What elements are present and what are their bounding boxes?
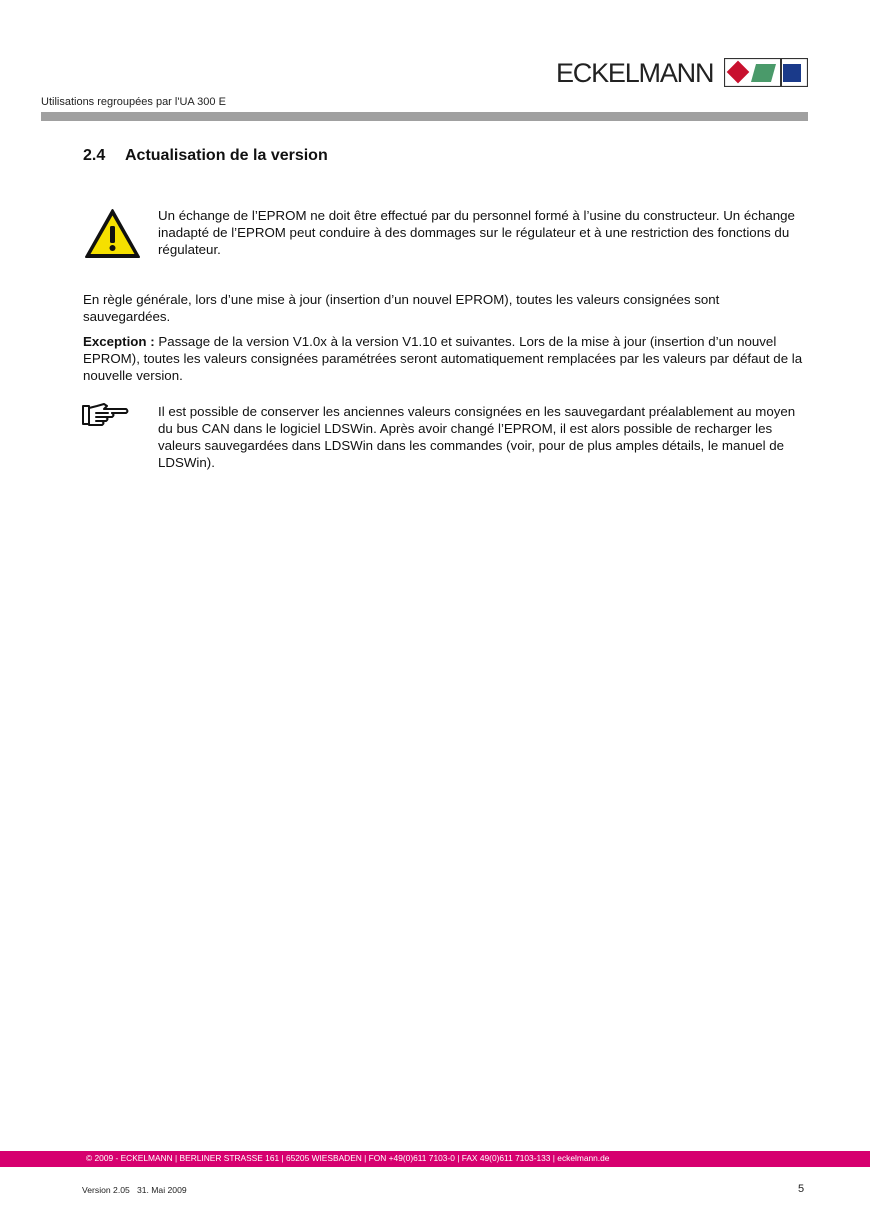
body-paragraph: En règle générale, lors d’une mise à jour (insertion d’un nouvel EPROM), toutes les valeurs consignées sont sauvegardées.: [83, 292, 720, 324]
company-logo-icon: [724, 58, 808, 87]
warning-text: Un échange de l’EPROM ne doit être effectué par du personnel formé à l’usine du constructeur. Un échange inadapté de l’EPROM peut conduire à des dommages sur le régulateur et à une restriction des fonctions du régulateur.: [158, 208, 795, 257]
section-number: 2.4: [83, 147, 106, 164]
header-divider-bar: [41, 112, 808, 121]
company-logo-text: ECKELMANN: [556, 58, 714, 88]
section-title-text: Actualisation de la version: [125, 147, 328, 164]
pointing-hand-icon: [82, 402, 130, 430]
running-head: Utilisations regroupées par l'UA 300 E: [41, 96, 226, 108]
exception-label: Exception :: [83, 334, 155, 349]
page-number: 5: [798, 1183, 805, 1195]
logo-blue-square: [783, 64, 801, 82]
footer-contact-text: © 2009 - ECKELMANN | BERLINER STRASSE 161 | 65205 WIESBADEN | FON +49(0)611 7103-0 | FAX 49(0)611 7103-133 | eckelmann.de: [86, 1153, 610, 1163]
exception-text: Passage de la version V1.0x à la version V1.10 et suivantes. Lors de la mise à jour (insertion d’un nouvel EPROM), toutes les valeurs consignées paramétrées seront automatiquement remplacées par les valeurs par défaut de la nouvelle version.: [83, 334, 803, 383]
version-info: Version 2.05 31. Mai 2009: [82, 1185, 187, 1195]
note-text: Il est possible de conserver les anciennes valeurs consignées en les sauvegardant préalablement au moyen du bus CAN dans le logiciel LDSWin. Après avoir changé l’EPROM, il est alors possible de recharger les valeurs sauvegardées dans LDSWin dans les commandes (voir, pour de plus amples détails, le manuel de LDSWin).: [158, 404, 796, 470]
section-title: [83, 147, 328, 165]
exception-paragraph: [83, 333, 808, 384]
warning-triangle-icon: [84, 208, 141, 260]
footer-bar: [0, 1151, 870, 1167]
